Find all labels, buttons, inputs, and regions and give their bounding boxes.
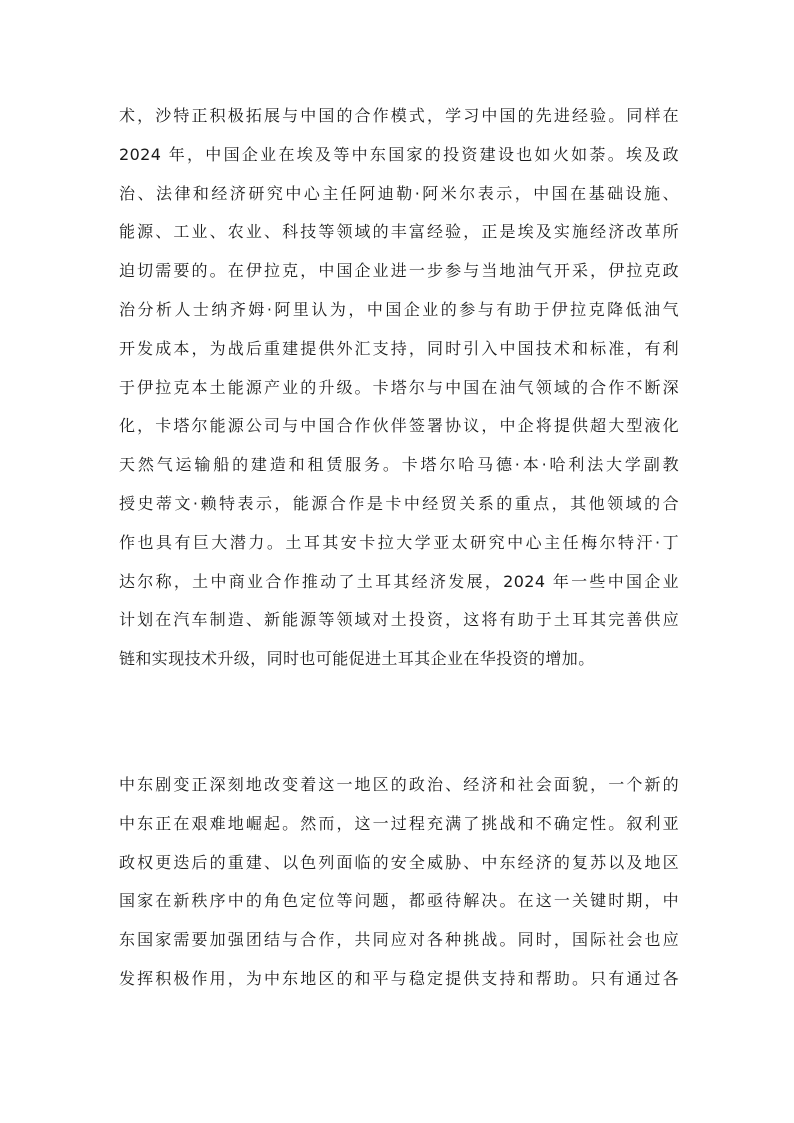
text-line: 2024 年，中国企业在埃及等中东国家的投资建设也如火如荼。埃及政 bbox=[119, 144, 679, 164]
body-paragraph bbox=[119, 766, 679, 999]
text-line: 国家在新秩序中的角色定位等问题，都亟待解决。在这一关键时期，中 bbox=[119, 891, 679, 911]
text-line: 于伊拉克本土能源产业的升级。卡塔尔与中国在油气领域的合作不断深 bbox=[119, 377, 679, 397]
text-line: 作也具有巨大潜力。土耳其安卡拉大学亚太研究中心主任梅尔特汗·丁 bbox=[119, 532, 679, 552]
text-line: 治分析人士纳齐姆·阿里认为，中国企业的参与有助于伊拉克降低油气 bbox=[119, 299, 679, 319]
text-line: 政权更迭后的重建、以色列面临的安全威胁、中东经济的复苏以及地区 bbox=[119, 852, 679, 872]
text-line: 天然气运输船的建造和租赁服务。卡塔尔哈马德·本·哈利法大学副教 bbox=[119, 455, 679, 475]
text-line: 链和实现技术升级，同时也可能促进土耳其企业在华投资的增加。 bbox=[119, 649, 595, 669]
text-line: 授史蒂文·赖特表示，能源合作是卡中经贸关系的重点，其他领域的合 bbox=[119, 493, 679, 513]
text-line: 达尔称，土中商业合作推动了土耳其经济发展，2024 年一些中国企业 bbox=[119, 571, 679, 591]
text-line: 能源、工业、农业、科技等领域的丰富经验，正是埃及实施经济改革所 bbox=[119, 222, 679, 242]
body-paragraph bbox=[119, 97, 679, 679]
text-line: 术，沙特正积极拓展与中国的合作模式，学习中国的先进经验。同样在 bbox=[119, 106, 679, 125]
text-line: 中东正在艰难地崛起。然而，这一过程充满了挑战和不确定性。叙利亚 bbox=[119, 813, 679, 833]
text-line: 计划在汽车制造、新能源等领域对土投资，这将有助于土耳其完善供应 bbox=[119, 610, 679, 630]
text-line: 东国家需要加强团结与合作，共同应对各种挑战。同时，国际社会也应 bbox=[119, 930, 679, 950]
text-line: 开发成本，为战后重建提供外汇支持，同时引入中国技术和标准，有利 bbox=[119, 338, 679, 358]
text-line: 治、法律和经济研究中心主任阿迪勒·阿米尔表示，中国在基础设施、 bbox=[119, 183, 679, 203]
text-line: 中东剧变正深刻地改变着这一地区的政治、经济和社会面貌，一个新的 bbox=[119, 775, 679, 794]
text-line: 迫切需要的。在伊拉克，中国企业进一步参与当地油气开采，伊拉克政 bbox=[119, 261, 679, 281]
text-line: 化，卡塔尔能源公司与中国合作伙伴签署协议，中企将提供超大型液化 bbox=[119, 416, 679, 436]
text-line: 发挥积极作用，为中东地区的和平与稳定提供支持和帮助。只有通过各 bbox=[119, 968, 679, 988]
